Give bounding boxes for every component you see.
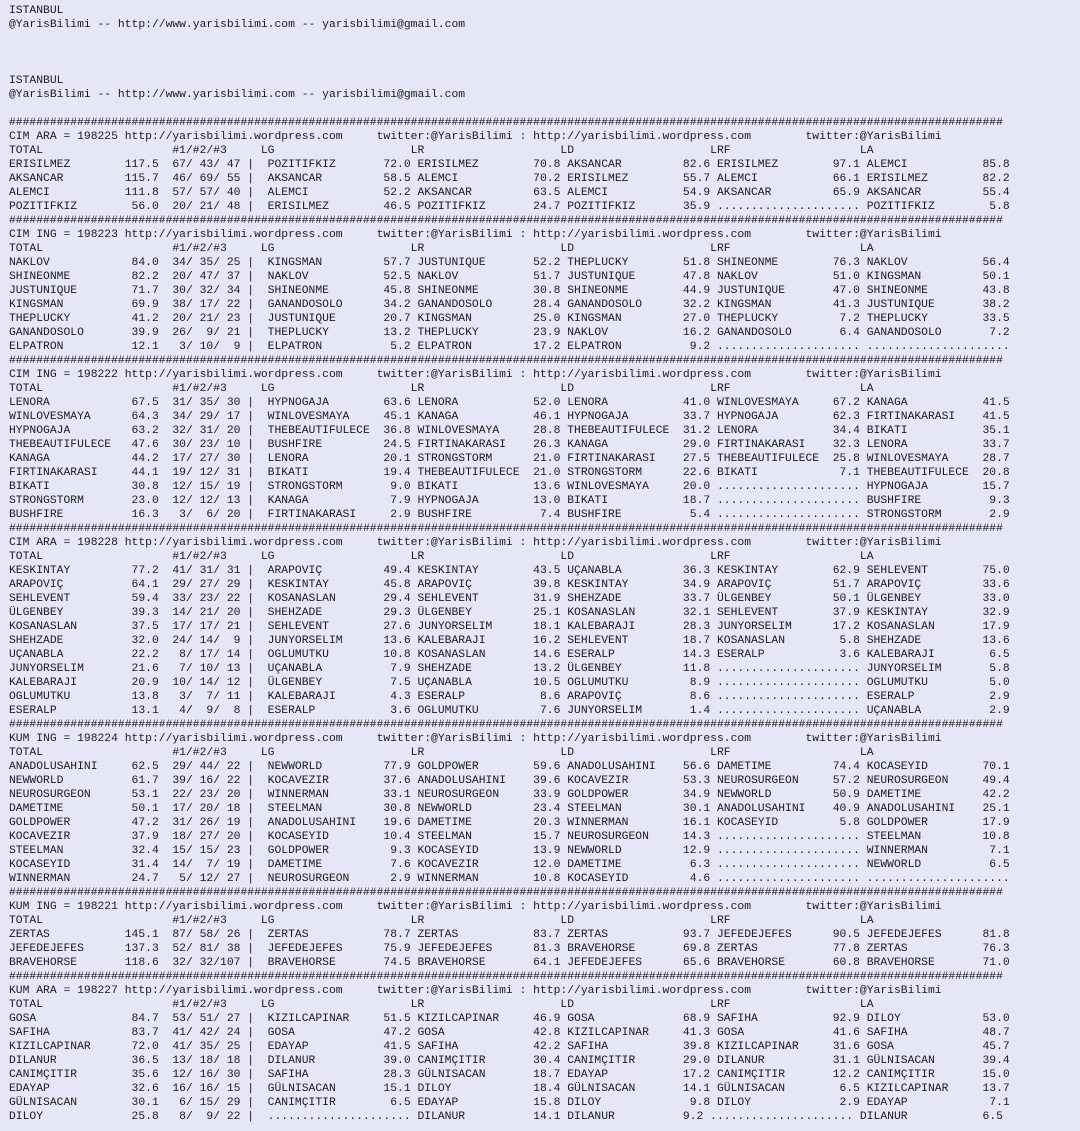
race-header: KUM ING = 198221 http://yarisbilimi.wordpress.com twitter:@YarisBilimi : http://yarisbilimi.wordpress.com twitter:@YarisBilimi [9,901,942,913]
separator-line: ################################################################################################################################################## [9,117,1003,129]
result-row: ERISILMEZ 117.5 67/ 43/ 47 | POZITIFKIZ 72.0 ERISILMEZ 70.8 AKSANCAR 82.6 ERISILMEZ 97.1 ALEMCI 85.8 [9,159,1010,171]
result-row: THEBEAUTIFULECE 47.6 30/ 23/ 10 | BUSHFIRE 24.5 FIRTINAKARASI 26.3 KANAGA 29.0 FIRTINAKARASI 32.3 LENORA 33.7 [9,439,1010,451]
result-row: SEHLEVENT 59.4 33/ 23/ 22 | KOSANASLAN 29.4 SEHLEVENT 31.9 SHEHZADE 33.7 ÜLGENBEY 50.1 ÜLGENBEY 33.0 [9,593,1010,605]
result-row: SHEHZADE 32.0 24/ 14/ 9 | JUNYORSELIM 13.6 KALEBARAJI 16.2 SEHLEVENT 18.7 KOSANASLAN 5.8 SHEHZADE 13.6 [9,635,1010,647]
spacer [9,32,1080,46]
result-row: ANADOLUSAHINI 62.5 29/ 44/ 22 | NEWWORLD 77.9 GOLDPOWER 59.6 ANADOLUSAHINI 56.6 DAMETIME 74.4 KOCASEYID 70.1 [9,761,1010,773]
result-row: ÜLGENBEY 39.3 14/ 21/ 20 | SHEHZADE 29.3 ÜLGENBEY 25.1 KOSANASLAN 32.1 SEHLEVENT 37.9 KESKINTAY 32.9 [9,607,1010,619]
race-header: KUM ARA = 198227 http://yarisbilimi.wordpress.com twitter:@YarisBilimi : http://yarisbilimi.wordpress.com twitter:@YarisBilimi [9,985,942,997]
result-row: EDAYAP 32.6 16/ 16/ 15 | GÜLNISACAN 15.1 DILOY 18.4 GÜLNISACAN 14.1 GÜLNISACAN 6.5 KIZILCAPINAR 13.7 [9,1083,1010,1095]
result-row: KOSANASLAN 37.5 17/ 17/ 21 | SEHLEVENT 27.6 JUNYORSELIM 18.1 KALEBARAJI 28.3 JUNYORSELIM 17.2 KOSANASLAN 17.9 [9,621,1010,633]
result-row: ARAPOVIÇ 64.1 29/ 27/ 29 | KESKINTAY 45.8 ARAPOVIÇ 39.8 KESKINTAY 34.9 ARAPOVIÇ 51.7 ARAPOVIÇ 33.6 [9,579,1010,591]
separator-line: ################################################################################################################################################## [9,971,1003,983]
credit-line: @YarisBilimi -- http://www.yarisbilimi.com -- yarisbilimi@gmail.com [9,89,466,101]
result-row: POZITIFKIZ 56.0 20/ 21/ 48 | ERISILMEZ 46.5 POZITIFKIZ 24.7 POZITIFKIZ 35.9 ..................... POZITIFKIZ 5.8 [9,201,1010,213]
race-section [9,354,1080,522]
result-row: ELPATRON 12.1 3/ 10/ 9 | ELPATRON 5.2 ELPATRON 17.2 ELPATRON 9.2 ..................... ..................... [9,341,1010,353]
separator-line: ################################################################################################################################################## [9,355,1003,367]
separator-line: ################################################################################################################################################## [9,523,1003,535]
result-row: JUSTUNIQUE 71.7 30/ 32/ 34 | SHINEONME 45.8 SHINEONME 30.8 SHINEONME 44.9 JUSTUNIQUE 47.0 SHINEONME 43.8 [9,285,1010,297]
result-row: GOSA 84.7 53/ 51/ 27 | KIZILCAPINAR 51.5 KIZILCAPINAR 46.9 GOSA 68.9 SAFIHA 92.9 DILOY 53.0 [9,1013,1010,1025]
result-row: JUNYORSELIM 21.6 7/ 10/ 13 | UÇANABLA 7.9 SHEHZADE 13.2 ÜLGENBEY 11.8 ..................... JUNYORSELIM 5.8 [9,663,1010,675]
result-row: ZERTAS 145.1 87/ 58/ 26 | ZERTAS 78.7 ZERTAS 83.7 ZERTAS 93.7 JEFEDEJEFES 90.5 JEFEDEJEFES 81.8 [9,929,1010,941]
result-row: GOLDPOWER 47.2 31/ 26/ 19 | ANADOLUSAHINI 19.6 DAMETIME 20.3 WINNERMAN 16.1 KOCASEYID 5.8 GOLDPOWER 17.9 [9,817,1010,829]
race-header: CIM ARA = 198225 http://yarisbilimi.wordpress.com twitter:@YarisBilimi : http://yarisbilimi.wordpress.com twitter:@YarisBilimi [9,131,942,143]
result-row: BIKATI 30.8 12/ 15/ 19 | STRONGSTORM 9.0 BIKATI 13.6 WINLOVESMAYA 20.0 ..................... HYPNOGAJA 15.7 [9,481,1010,493]
race-section [9,116,1080,214]
column-header: TOTAL #1/#2/#3 LG LR LD LRF LA [9,915,874,927]
result-row: GÜLNISACAN 30.1 6/ 15/ 29 | CANIMÇITIR 6.5 EDAYAP 15.8 DILOY 9.8 DILOY 2.9 EDAYAP 7.1 [9,1097,1010,1109]
result-row: CANIMÇITIR 35.6 12/ 16/ 30 | SAFIHA 28.3 GÜLNISACAN 18.7 EDAYAP 17.2 CANIMÇITIR 12.2 CANIMÇITIR 15.0 [9,1069,1010,1081]
race-section [9,718,1080,886]
credit-line: @YarisBilimi -- http://www.yarisbilimi.com -- yarisbilimi@gmail.com [9,19,466,31]
column-header: TOTAL #1/#2/#3 LG LR LD LRF LA [9,243,874,255]
result-row: WINNERMAN 24.7 5/ 12/ 27 | NEUROSURGEON 2.9 WINNERMAN 10.8 KOCASEYID 4.6 ..................... ..................... [9,873,1010,885]
race-section [9,886,1080,970]
result-row: BRAVEHORSE 118.6 32/ 32/107 | BRAVEHORSE 74.5 BRAVEHORSE 64.1 JEFEDEJEFES 65.6 BRAVEHORSE 60.8 BRAVEHORSE 71.0 [9,957,1010,969]
result-row: KINGSMAN 69.9 38/ 17/ 22 | GANANDOSOLO 34.2 GANANDOSOLO 28.4 GANANDOSOLO 32.2 KINGSMAN 41.3 JUSTUNIQUE 38.2 [9,299,1010,311]
result-row: THEPLUCKY 41.2 20/ 21/ 23 | JUSTUNIQUE 20.7 KINGSMAN 25.0 KINGSMAN 27.0 THEPLUCKY 7.2 THEPLUCKY 33.5 [9,313,1010,325]
result-row: NEUROSURGEON 53.1 22/ 23/ 20 | WINNERMAN 33.1 NEUROSURGEON 33.9 GOLDPOWER 34.9 NEWWORLD 50.9 DAMETIME 42.2 [9,789,1010,801]
result-row: KIZILCAPINAR 72.0 41/ 35/ 25 | EDAYAP 41.5 SAFIHA 42.2 SAFIHA 39.8 KIZILCAPINAR 31.6 GOSA 45.7 [9,1041,1010,1053]
spacer [9,46,1080,60]
race-section [9,214,1080,354]
column-header: TOTAL #1/#2/#3 LG LR LD LRF LA [9,383,874,395]
result-row: KESKINTAY 77.2 41/ 31/ 31 | ARAPOVIÇ 49.4 KESKINTAY 43.5 UÇANABLA 36.3 KESKINTAY 62.9 SEHLEVENT 75.0 [9,565,1010,577]
separator-line: ################################################################################################################################################## [9,887,1003,899]
result-row: ESERALP 13.1 4/ 9/ 8 | ESERALP 3.6 OGLUMUTKU 7.6 JUNYORSELIM 1.4 ..................... UÇANABLA 2.9 [9,705,1010,717]
result-row: OGLUMUTKU 13.8 3/ 7/ 11 | KALEBARAJI 4.3 ESERALP 8.6 ARAPOVIÇ 8.6 ..................... ESERALP 2.9 [9,691,1010,703]
race-header: KUM ING = 198224 http://yarisbilimi.wordpress.com twitter:@YarisBilimi : http://yarisbilimi.wordpress.com twitter:@YarisBilimi [9,733,942,745]
results-document [9,4,1080,1124]
result-row: JEFEDEJEFES 137.3 52/ 81/ 38 | JEFEDEJEFES 75.9 JEFEDEJEFES 81.3 BRAVEHORSE 69.8 ZERTAS 77.8 ZERTAS 76.3 [9,943,1010,955]
column-header: TOTAL #1/#2/#3 LG LR LD LRF LA [9,145,874,157]
result-row: NEWWORLD 61.7 39/ 16/ 22 | KOCAVEZIR 37.6 ANADOLUSAHINI 39.6 KOCAVEZIR 53.3 NEUROSURGEON 57.2 NEUROSURGEON 49.4 [9,775,1010,787]
result-row: KALEBARAJI 20.9 10/ 14/ 12 | ÜLGENBEY 7.5 UÇANABLA 10.5 OGLUMUTKU 8.9 ..................... OGLUMUTKU 5.0 [9,677,1010,689]
result-row: DAMETIME 50.1 17/ 20/ 18 | STEELMAN 30.8 NEWWORLD 23.4 STEELMAN 30.1 ANADOLUSAHINI 40.9 ANADOLUSAHINI 25.1 [9,803,1010,815]
result-row: SHINEONME 82.2 20/ 47/ 37 | NAKLOV 52.5 NAKLOV 51.7 JUSTUNIQUE 47.8 NAKLOV 51.0 KINGSMAN 50.1 [9,271,1010,283]
result-row: SAFIHA 83.7 41/ 42/ 24 | GOSA 47.2 GOSA 42.8 KIZILCAPINAR 41.3 GOSA 41.6 SAFIHA 48.7 [9,1027,1010,1039]
city-heading: ISTANBUL [9,75,64,87]
result-row: HYPNOGAJA 63.2 32/ 31/ 20 | THEBEAUTIFULECE 36.8 WINLOVESMAYA 28.8 THEBEAUTIFULECE 31.2 LENORA 34.4 BIKATI 35.1 [9,425,1010,437]
race-header: CIM ING = 198223 http://yarisbilimi.wordpress.com twitter:@YarisBilimi : http://yarisbilimi.wordpress.com twitter:@YarisBilimi [9,229,942,241]
result-row: LENORA 67.5 31/ 35/ 30 | HYPNOGAJA 63.6 LENORA 52.0 LENORA 41.0 WINLOVESMAYA 67.2 KANAGA 41.5 [9,397,1010,409]
result-row: ALEMCI 111.8 57/ 57/ 40 | ALEMCI 52.2 AKSANCAR 63.5 ALEMCI 54.9 AKSANCAR 65.9 AKSANCAR 55.4 [9,187,1010,199]
race-header: CIM ARA = 198228 http://yarisbilimi.wordpress.com twitter:@YarisBilimi : http://yarisbilimi.wordpress.com twitter:@YarisBilimi [9,537,942,549]
separator-line: ################################################################################################################################################## [9,215,1003,227]
result-row: DILOY 25.8 8/ 9/ 22 | ..................... DILANUR 14.1 DILANUR 9.2 ..................... DILANUR 6.5 [9,1111,1003,1123]
race-sections [9,116,1080,1124]
result-row: BUSHFIRE 16.3 3/ 6/ 20 | FIRTINAKARASI 2.9 BUSHFIRE 7.4 BUSHFIRE 5.4 ..................... STRONGSTORM 2.9 [9,509,1010,521]
result-row: GANANDOSOLO 39.9 26/ 9/ 21 | THEPLUCKY 13.2 THEPLUCKY 23.9 NAKLOV 16.2 GANANDOSOLO 6.4 GANANDOSOLO 7.2 [9,327,1010,339]
result-row: UÇANABLA 22.2 8/ 17/ 14 | OGLUMUTKU 10.8 KOSANASLAN 14.6 ESERALP 14.3 ESERALP 3.6 KALEBARAJI 6.5 [9,649,1010,661]
result-row: KOCAVEZIR 37.9 18/ 27/ 20 | KOCASEYID 10.4 STEELMAN 15.7 NEUROSURGEON 14.3 ..................... STEELMAN 10.8 [9,831,1010,843]
column-header: TOTAL #1/#2/#3 LG LR LD LRF LA [9,999,874,1011]
result-row: STRONGSTORM 23.0 12/ 12/ 13 | KANAGA 7.9 HYPNOGAJA 13.0 BIKATI 18.7 ..................... BUSHFIRE 9.3 [9,495,1010,507]
result-row: FIRTINAKARASI 44.1 19/ 12/ 31 | BIKATI 19.4 THEBEAUTIFULECE 21.0 STRONGSTORM 22.6 BIKATI 7.1 THEBEAUTIFULECE 20.8 [9,467,1010,479]
spacer [9,60,1080,74]
result-row: STEELMAN 32.4 15/ 15/ 23 | GOLDPOWER 9.3 KOCASEYID 13.9 NEWWORLD 12.9 ..................... WINNERMAN 7.1 [9,845,1010,857]
result-row: DILANUR 36.5 13/ 18/ 18 | DILANUR 39.0 CANIMÇITIR 30.4 CANIMÇITIR 29.0 DILANUR 31.1 GÜLNISACAN 39.4 [9,1055,1010,1067]
result-row: KOCASEYID 31.4 14/ 7/ 19 | DAMETIME 7.6 KOCAVEZIR 12.0 DAMETIME 6.3 ..................... NEWWORLD 6.5 [9,859,1010,871]
race-header: CIM ING = 198222 http://yarisbilimi.wordpress.com twitter:@YarisBilimi : http://yarisbilimi.wordpress.com twitter:@YarisBilimi [9,369,942,381]
result-row: AKSANCAR 115.7 46/ 69/ 55 | AKSANCAR 58.5 ALEMCI 70.2 ERISILMEZ 55.7 ALEMCI 66.1 ERISILMEZ 82.2 [9,173,1010,185]
result-row: WINLOVESMAYA 64.3 34/ 29/ 17 | WINLOVESMAYA 45.1 KANAGA 46.1 HYPNOGAJA 33.7 HYPNOGAJA 62.3 FIRTINAKARASI 41.5 [9,411,1010,423]
result-row: KANAGA 44.2 17/ 27/ 30 | LENORA 20.1 STRONGSTORM 21.0 FIRTINAKARASI 27.5 THEBEAUTIFULECE 25.8 WINLOVESMAYA 28.7 [9,453,1010,465]
race-section [9,522,1080,718]
spacer [9,102,1080,116]
column-header: TOTAL #1/#2/#3 LG LR LD LRF LA [9,747,874,759]
separator-line: ################################################################################################################################################## [9,719,1003,731]
city-heading: ISTANBUL [9,5,64,17]
column-header: TOTAL #1/#2/#3 LG LR LD LRF LA [9,551,874,563]
result-row: NAKLOV 84.0 34/ 35/ 25 | KINGSMAN 57.7 JUSTUNIQUE 52.2 THEPLUCKY 51.8 SHINEONME 76.3 NAKLOV 56.4 [9,257,1010,269]
race-section [9,970,1080,1124]
